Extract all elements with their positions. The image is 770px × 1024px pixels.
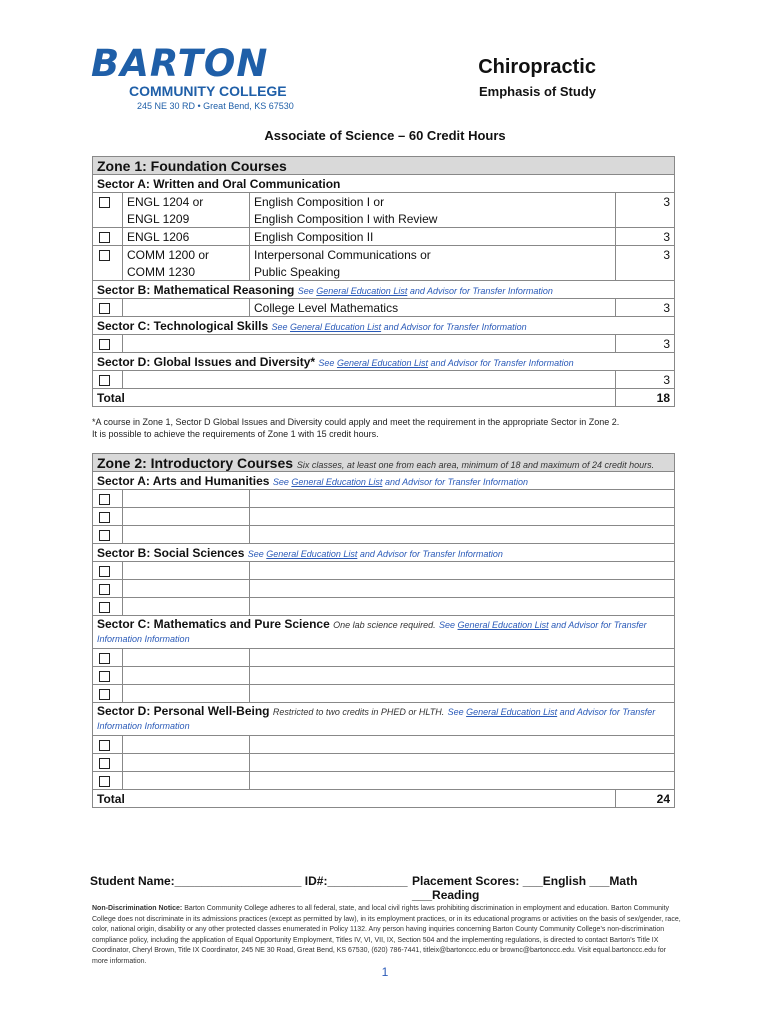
zone2-title-row [93,454,675,472]
sector-d-note: Restricted to two credits in PHED or HLTH. [272,707,445,717]
college-logo [91,42,301,111]
page-number: 1 [381,965,389,979]
zone1-sector-b-header [93,281,675,299]
gen-ed-link[interactable]: See General Education List and Advisor for Transfer Information [318,357,574,368]
course-name: College Level Mathematics [250,299,616,317]
table-row [93,580,675,598]
page-subtitle: Emphasis of Study [478,84,596,99]
zone1-sector-d-header [93,353,675,371]
table-row [93,667,675,685]
zone2-title: Zone 2: Introductory Courses [97,454,294,471]
zone2-sector-b-header [93,544,675,562]
course-name: English Composition II [250,228,616,246]
table-row [93,490,675,508]
checkbox[interactable] [99,740,110,751]
zone1-sector-d: Sector D: Global Issues and Diversity* [97,354,316,369]
table-row [93,246,675,264]
table-row [93,299,675,317]
course-name: Interpersonal Communications or [250,246,616,264]
checkbox[interactable] [99,671,110,682]
notice-text: Barton Community College adheres to all federal, state, and local civil rights laws prohibiting discrimination in employment and education. Barton Community College does not discriminate in its admissions practices (except as permitted by law), in its employment practices, or in its educational programs or activities on the basis of sex/gender, race, color, national origin, disability or any other protected classes enumerated in Policy 1132. Any person having inquiries concerning Barton County Community College’s non-discrimination compliance policy, including the application of Equal Opportunity Employment, Titles IV, VI, VII, IX, Section 504 and the implementing regulations, is directed to contact Barton’s Title IX Coordinator, Cheryl Brown, Title IX Coordinator, 245 NE 30 Road, Great Bend, KS 67530, (620) 786-7441, titleix@bartonccc.edu or brownc@bartonccc.edu. Visit equal.bartonccc.edu for more information. [92,905,681,965]
checkbox[interactable] [99,303,110,314]
checkbox[interactable] [99,232,110,243]
zone1-sector-a: Sector A: Written and Oral Communication [93,175,675,193]
table-row [93,228,675,246]
gen-ed-link[interactable]: See General Education List and Advisor for Transfer Information [271,321,527,332]
student-info [90,874,682,902]
notice-label: Non-Discrimination Notice: [92,905,183,912]
gen-ed-link[interactable]: See General Education List and Advisor for Transfer Information [272,476,528,487]
table-row [93,263,675,281]
checkbox[interactable] [99,689,110,700]
checkbox[interactable] [99,494,110,505]
table-row [93,562,675,580]
zone2-sector-b: Sector B: Social Sciences [97,545,245,560]
table-row [93,335,675,353]
gen-ed-link[interactable]: See General Education List and Advisor for Transfer Information [297,285,553,296]
checkbox[interactable] [99,197,110,208]
table-row [93,754,675,772]
zone1-sector-c: Sector C: Technological Skills [97,318,269,333]
placement-scores[interactable]: Placement Scores: ___English ___Math ___Reading [412,874,638,902]
zone1-sector-b: Sector B: Mathematical Reasoning [97,282,295,297]
course-code: ENGL 1206 [123,228,250,246]
table-row [93,772,675,790]
zone2-total: 24 [616,790,675,808]
gen-ed-link[interactable]: See General Education List and Advisor for Transfer Information Information [97,707,656,731]
course-name: English Composition I with Review [250,210,616,228]
table-row [93,685,675,703]
credits: 3 [616,246,675,264]
credits: 3 [616,193,675,211]
table-row [93,736,675,754]
sector-c-note: One lab science required. [333,620,436,630]
gen-ed-link[interactable]: See General Education List and Advisor for Transfer Information [247,548,503,559]
table-row [93,193,675,211]
zone2-sector-a: Sector A: Arts and Humanities [97,473,270,488]
credits: 3 [616,335,675,353]
course-name: Public Speaking [250,263,616,281]
table-row [93,598,675,616]
course-code: ENGL 1209 [123,210,250,228]
course-code: COMM 1200 or [123,246,250,264]
zone2-table [92,453,675,808]
checkbox[interactable] [99,339,110,350]
zone1-sector-c-header [93,317,675,335]
table-row [93,526,675,544]
table-row [93,649,675,667]
checkbox[interactable] [99,602,110,613]
zone1-footnote: *A course in Zone 1, Sector D Global Issues and Diversity could apply and meet the requirement in the appropriate Sector in Zone 2. It is possible to achieve the requirements of Zone 1 with 15 credit hours. [92,417,620,439]
total-label: Total [93,389,616,407]
logo-subtitle: COMMUNITY COLLEGE [129,83,287,99]
zone2-sector-c-header [93,616,675,649]
zone2-sector-d-header [93,703,675,736]
checkbox[interactable] [99,776,110,787]
table-row [93,508,675,526]
zone1-table [92,156,675,407]
gen-ed-link[interactable]: See General Education List and Advisor for Transfer Information Information [97,620,647,644]
zone2-sector-c: Sector C: Mathematics and Pure Science [97,617,330,631]
credits: 3 [616,299,675,317]
checkbox[interactable] [99,512,110,523]
checkbox[interactable] [99,375,110,386]
checkbox[interactable] [99,530,110,541]
checkbox[interactable] [99,250,110,261]
course-name: English Composition I or [250,193,616,211]
student-name-id[interactable]: Student Name:___________________ ID#:____________ [90,874,408,888]
page-title: Chiropractic [478,56,596,78]
checkbox[interactable] [99,584,110,595]
zone2-sector-a-header [93,472,675,490]
course-code: COMM 1230 [123,263,250,281]
degree-heading: Associate of Science – 60 Credit Hours [264,128,506,143]
checkbox[interactable] [99,566,110,577]
table-row [93,210,675,228]
zone1-title: Zone 1: Foundation Courses [93,157,675,175]
non-discrimination-notice [92,904,682,967]
logo-address: 245 NE 30 RD • Great Bend, KS 67530 [137,101,294,111]
checkbox[interactable] [99,653,110,664]
credits [616,263,675,281]
zone2-sector-d: Sector D: Personal Well-Being [97,704,270,718]
zone1-total: 18 [616,389,675,407]
checkbox[interactable] [99,758,110,769]
course-code: ENGL 1204 or [123,193,250,211]
credits: 3 [616,228,675,246]
table-row [93,371,675,389]
total-label: Total [93,790,616,808]
credits [616,210,675,228]
zone2-note: Six classes, at least one from each area, minimum of 18 and maximum of 24 credit hours. [296,459,655,470]
logo-name: BARTON [91,42,269,85]
credits: 3 [616,371,675,389]
